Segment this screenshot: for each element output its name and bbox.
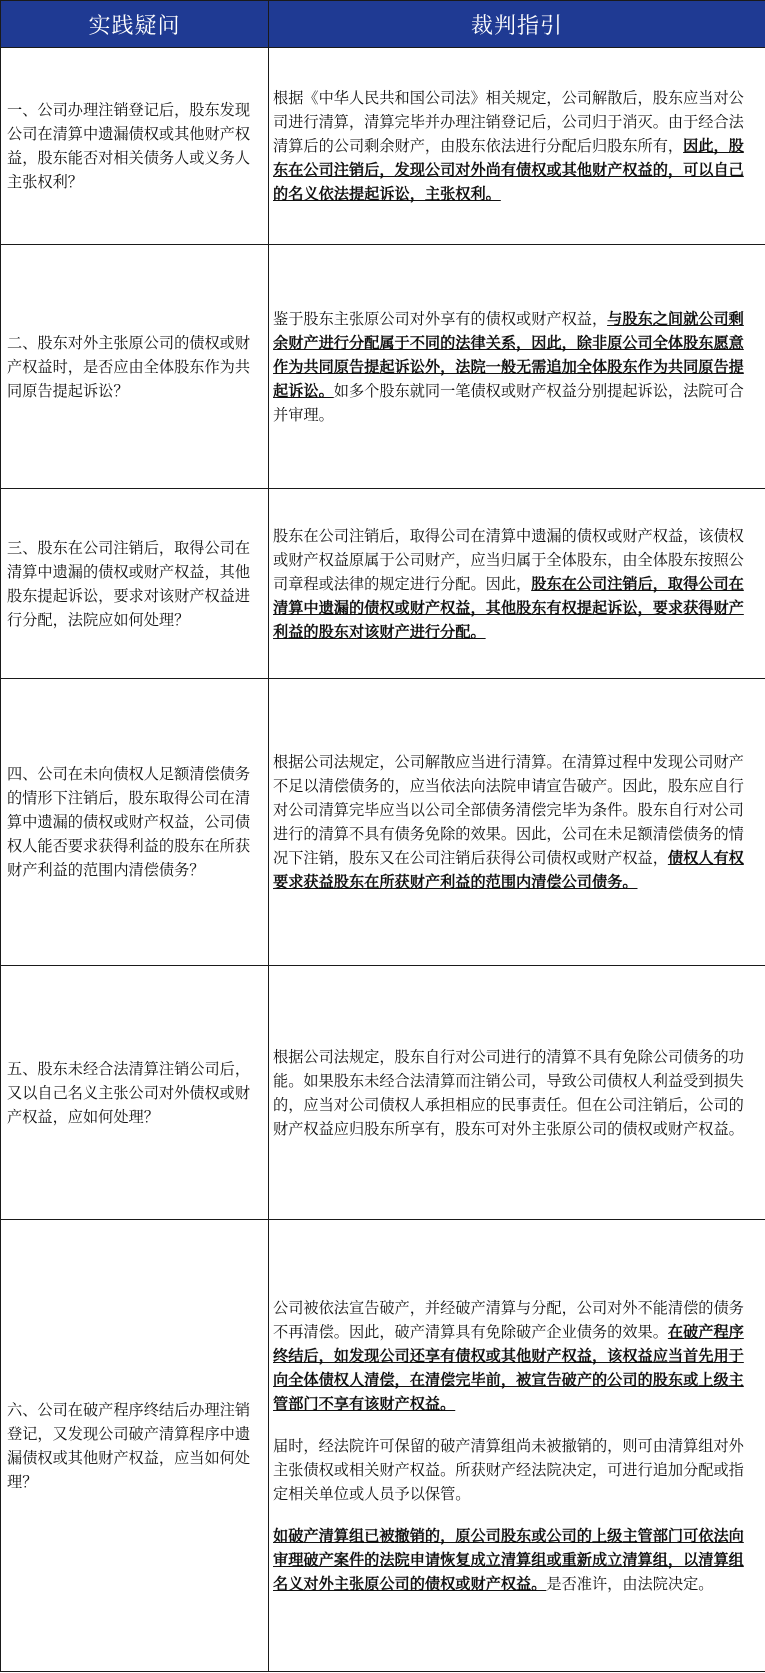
question-cell: 四、公司在未向债权人足额清偿债务的情形下注销后，股东取得公司在清算中遗漏的债权或财产权益，公司债权人能否要求获得利益的股东在所获财产利益的范围内清偿债务？ [1,679,269,966]
answer-text: 股东在公司注销后，取得公司在清算中遗漏的债权或财产权益，该债权或财产权益原属于公司财产，应当归属于全体股东，由全体股东按照公司章程或法律的规定进行分配。因此， [273,526,744,593]
table-row [1,489,765,679]
answer-paragraph [273,1434,753,1506]
table-row [1,48,765,245]
answer-text: 如多个股东就同一笔债权或财产权益分别提起诉讼，法院可合并审理。 [273,381,744,424]
table-row [1,245,765,489]
answer-text: 根据公司法规定，公司解散应当进行清算。在清算过程中发现公司财产不足以清偿债务的，应当依法向法院申请宣告破产。因此，股东应自行对公司清算完毕应当以公司全部债务清偿完毕为条件。股东自行对公司进行的清算不具有债务免除的效果。因此，公司在未足额清偿债务的情况下注销，股东又在公司注销后获得公司债权或财产权益， [273,753,744,867]
answer-cell [269,1220,765,1672]
answer-text: 根据《中华人民共和国公司法》相关规定，公司解散后，股东应当对公司进行清算，清算完毕并办理注销登记后，公司归于消灭。由于经合法清算后的公司剩余财产，由股东依法进行分配后归股东所有， [273,89,744,155]
question-cell: 六、公司在破产程序终结后办理注销登记，又发现公司破产清算程序中遗漏债权或其他财产权益，应当如何处理？ [1,1220,269,1672]
table-row [1,679,765,966]
answer-cell [269,966,765,1220]
question-cell: 二、股东对外主张原公司的债权或财产权益时，是否应由全体股东作为共同原告提起诉讼？ [1,245,269,489]
answer-cell [269,48,765,245]
header-row [1,1,765,48]
answer-cell [269,679,765,966]
question-cell: 一、公司办理注销登记后，股东发现公司在清算中遗漏债权或其他财产权益，股东能否对相关债务人或义务人主张权利？ [1,48,269,245]
emphasized-text: 如破产清算组已被撤销的，原公司股东或公司的上级主管部门可依法向审理破产案件的法院申请恢复成立清算组或重新成立清算组，以清算组名义对外主张原公司的债权或财产权益。 [273,1526,744,1593]
question-cell: 五、股东未经合法清算注销公司后，又以自己名义主张公司对外债权或财产权益，应如何处理？ [1,966,269,1220]
answer-text: 根据公司法规定，股东自行对公司进行的清算不具有免除公司债务的功能。如果股东未经合法清算而注销公司，导致公司债权人利益受到损失的，应当对公司债权人承担相应的民事责任。但在公司注销后，公司的财产权益应归股东所享有，股东可对外主张原公司的债权或财产权益。 [273,1047,744,1138]
answer-text: 鉴于股东主张原公司对外享有的债权或财产权益， [273,309,608,328]
emphasized-text: 股东在公司注销后，取得公司在清算中遗漏的债权或财产权益，其他股东有权提起诉讼，要求获得财产利益的股东对该财产进行分配。 [273,574,744,641]
answer-paragraph [273,750,753,894]
emphasized-text: 因此，股东在公司注销后，发现公司对外尚有债权或其他财产权益的，可以自己的名义依法提起诉讼，主张权利。 [273,137,744,203]
answer-text: 届时，经法院许可保留的破产清算组尚未被撤销的，则可由清算组对外主张债权或相关财产权益。所获财产经法院决定，可进行追加分配或指定相关单位或人员予以保管。 [273,1436,744,1503]
answer-paragraph [273,524,753,644]
answer-paragraph [273,307,753,427]
table-row [1,1220,765,1672]
answer-cell [269,245,765,489]
emphasized-text: 在破产程序终结后，如发现公司还享有债权或其他财产权益，该权益应当首先用于向全体债权人清偿，在清偿完毕前，被宣告破产的公司的股东或上级主管部门不享有该财产权益。 [273,1322,744,1413]
answer-paragraph [273,1296,753,1416]
emphasized-text: 债权人有权要求获益股东在所获财产利益的范围内清偿公司债务。 [273,849,744,891]
emphasized-text: 与股东之间就公司剩余财产进行分配属于不同的法律关系，因此，除非原公司全体股东愿意作为共同原告提起诉讼外，法院一般无需追加全体股东作为共同原告提起诉讼。 [273,309,744,400]
answer-paragraph [273,86,753,206]
answer-paragraph [273,1045,753,1141]
header-guidance: 裁判指引 [269,1,765,48]
answer-text: 是否准许，由法院决定。 [546,1574,714,1593]
question-cell: 三、股东在公司注销后，取得公司在清算中遗漏的债权或财产权益，其他股东提起诉讼，要求对该财产权益进行分配，法院应如何处理？ [1,489,269,679]
header-question: 实践疑问 [1,1,269,48]
answer-text: 公司被依法宣告破产，并经破产清算与分配，公司对外不能清偿的债务不再清偿。因此，破产清算具有免除破产企业债务的效果。 [273,1298,744,1341]
answer-cell [269,489,765,679]
table-row [1,966,765,1220]
answer-paragraph [273,1524,753,1596]
